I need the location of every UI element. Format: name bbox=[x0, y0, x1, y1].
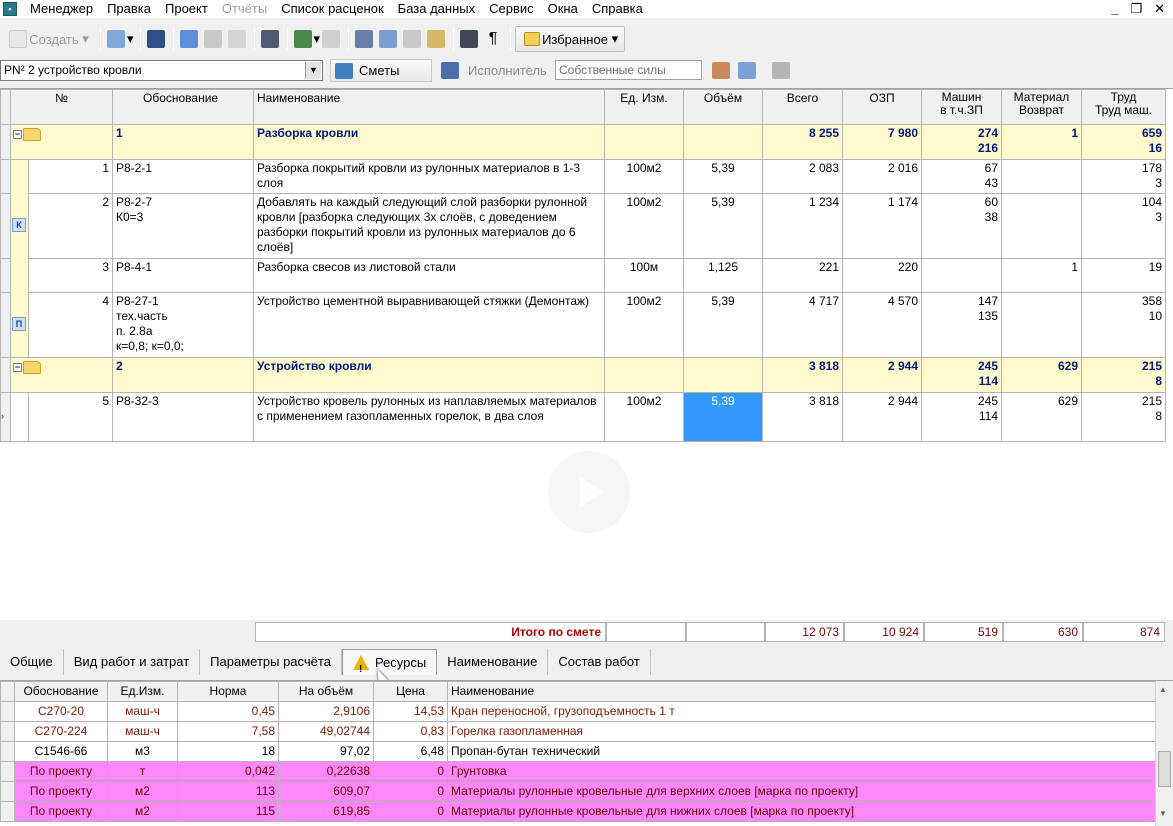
collapse-icon[interactable]: − bbox=[14, 129, 21, 139]
row-basis-line2: тех.часть bbox=[116, 309, 168, 323]
row-basis: Р8-2-1 bbox=[113, 160, 254, 194]
res-basis: С270-20 bbox=[15, 702, 108, 722]
group-machines bbox=[922, 125, 1002, 160]
row-machines bbox=[922, 293, 1002, 358]
res-price: 6,48 bbox=[374, 742, 448, 762]
row-total: 3 818 bbox=[763, 393, 843, 442]
row-gutter bbox=[1, 259, 11, 293]
row-basis-coef: К0=3 bbox=[116, 210, 144, 224]
main-toolbar bbox=[0, 22, 1173, 56]
row-labor bbox=[1082, 393, 1166, 442]
user-icon[interactable] bbox=[712, 62, 730, 79]
scroll-thumb[interactable] bbox=[1158, 751, 1171, 787]
res-norm: 0,042 bbox=[178, 762, 279, 782]
res-volume: 49,02744 bbox=[279, 722, 374, 742]
resource-row[interactable] bbox=[1, 702, 1156, 722]
row-material bbox=[1002, 160, 1082, 194]
group-unit bbox=[605, 358, 684, 393]
totals-labor: 874 bbox=[1083, 622, 1165, 642]
row-machines bbox=[922, 194, 1002, 259]
res-col-unit[interactable]: Ед.Изм. bbox=[108, 682, 178, 702]
row-basis-code: Р8-27-1 bbox=[116, 294, 159, 308]
paste-button[interactable] bbox=[425, 26, 447, 52]
res-volume: 97,02 bbox=[279, 742, 374, 762]
smety-button[interactable] bbox=[330, 59, 432, 82]
row-gutter bbox=[1, 160, 11, 194]
totals-machines: 519 bbox=[924, 622, 1003, 642]
current-row-pointer-icon: › bbox=[1, 411, 4, 421]
res-name: Материалы рулонные кровельные для нижних слоев [марка по проекту] bbox=[448, 802, 1156, 822]
row-basis-code: Р8-2-7 bbox=[116, 195, 153, 209]
minimize-icon[interactable]: _ bbox=[1111, 1, 1119, 16]
group-labor-m: 8 bbox=[1155, 374, 1162, 388]
res-col-name[interactable]: Наименование bbox=[448, 682, 1156, 702]
estimate-toolbar bbox=[0, 58, 1173, 84]
row-machines-zp: 114 bbox=[978, 409, 998, 423]
res-volume: 609,07 bbox=[279, 782, 374, 802]
row-name: Разборка покрытий кровли из рулонных материалов в 1-3 слоя bbox=[254, 160, 605, 194]
totals-label-cell bbox=[255, 622, 606, 642]
row-unit: 100м2 bbox=[605, 393, 684, 442]
row-basis: Р8-32-3 bbox=[113, 393, 254, 442]
res-norm: 18 bbox=[178, 742, 279, 762]
row-unit: 100м2 bbox=[605, 194, 684, 259]
details-tabs bbox=[0, 648, 1173, 676]
group-labor-value: 659 bbox=[1141, 126, 1162, 140]
group-unit bbox=[605, 125, 684, 160]
row-ozp: 220 bbox=[843, 259, 922, 293]
row-num: 1 bbox=[29, 160, 113, 194]
tech-part-icon: П bbox=[12, 317, 26, 331]
edit-icon bbox=[204, 30, 222, 48]
paste-special-button[interactable] bbox=[401, 26, 423, 52]
tree-indent bbox=[11, 393, 29, 442]
row-labor-m: 3 bbox=[1155, 176, 1162, 190]
totals-bar bbox=[0, 622, 1173, 644]
col-material-l1: Материал bbox=[1013, 90, 1070, 104]
res-unit: м2 bbox=[108, 802, 178, 822]
calculator-icon[interactable] bbox=[772, 62, 790, 79]
res-norm: 113 bbox=[178, 782, 279, 802]
col-ozp[interactable]: ОЗП bbox=[843, 90, 922, 125]
group-num: 2 bbox=[113, 358, 254, 393]
col-basis[interactable]: Обоснование bbox=[113, 90, 254, 125]
estimate-toolbar-icons bbox=[712, 62, 790, 79]
tab-name[interactable]: Наименование bbox=[437, 649, 548, 675]
row-gutter bbox=[1, 393, 11, 442]
row-num: 2 bbox=[29, 194, 113, 259]
row-labor-m: 10 bbox=[1148, 309, 1162, 323]
row-basis bbox=[113, 293, 254, 358]
group-volume bbox=[684, 358, 763, 393]
collapse-icon[interactable]: − bbox=[14, 362, 21, 372]
row-num: 3 bbox=[29, 259, 113, 293]
pilcrow-button[interactable]: ¶ bbox=[488, 30, 498, 47]
chevron-down-icon[interactable]: ▼ bbox=[305, 62, 321, 79]
row-name: Устройство кровель рулонных из наплавляемых материалов с применением газопламенных горелок, в два слоя bbox=[254, 393, 605, 442]
menu-price-list[interactable]: Список расценок bbox=[281, 1, 384, 16]
video-play-overlay[interactable] bbox=[548, 451, 630, 533]
res-volume: 0,22638 bbox=[279, 762, 374, 782]
group-volume bbox=[684, 125, 763, 160]
totals-ozp: 10 924 bbox=[844, 622, 924, 642]
col-labor[interactable] bbox=[1082, 90, 1166, 125]
group-ozp: 7 980 bbox=[843, 125, 922, 160]
row-machines-value: 147 bbox=[977, 294, 998, 308]
resources-table bbox=[0, 681, 1156, 822]
tab-general[interactable]: Общие bbox=[0, 649, 64, 675]
totals-unit-cell bbox=[606, 622, 686, 642]
open-button[interactable]: ▾ bbox=[105, 26, 134, 52]
menu-database[interactable]: База данных bbox=[397, 1, 476, 16]
row-machines-value: 245 bbox=[977, 394, 998, 408]
menu-project[interactable]: Проект bbox=[165, 1, 208, 16]
group-toggle[interactable] bbox=[11, 358, 113, 393]
table-row[interactable] bbox=[1, 194, 1166, 259]
print-button[interactable] bbox=[259, 26, 281, 52]
row-volume[interactable]: 5,39 bbox=[684, 293, 763, 358]
res-norm: 0,45 bbox=[178, 702, 279, 722]
row-volume-selected[interactable]: 5,39 bbox=[684, 393, 763, 442]
copy-icon bbox=[379, 30, 397, 48]
res-basis: С270-224 bbox=[15, 722, 108, 742]
totals-label: Итого по смете bbox=[511, 625, 601, 639]
res-name: Горелка газопламенная bbox=[448, 722, 1156, 742]
row-material: 1 bbox=[1002, 259, 1082, 293]
window-controls bbox=[1111, 1, 1173, 17]
star-folder-icon bbox=[524, 32, 540, 46]
row-gutter bbox=[1, 194, 11, 259]
res-col-price[interactable]: Цена bbox=[374, 682, 448, 702]
row-gutter bbox=[1, 293, 11, 358]
open-icon bbox=[107, 30, 125, 48]
row-ozp: 2 016 bbox=[843, 160, 922, 194]
row-material: 629 bbox=[1002, 393, 1082, 442]
row-gutter bbox=[1, 125, 11, 160]
favorites-button[interactable]: Избранное ▾ bbox=[515, 26, 625, 52]
row-num: 5 bbox=[29, 393, 113, 442]
edit-document-icon[interactable] bbox=[738, 62, 756, 79]
import-icon bbox=[322, 30, 340, 48]
row-machines-value: 67 bbox=[984, 161, 998, 175]
col-material[interactable] bbox=[1002, 90, 1082, 125]
row-labor-value: 178 bbox=[1141, 161, 1162, 175]
res-col-volume[interactable]: На объём bbox=[279, 682, 374, 702]
row-labor-value: 358 bbox=[1141, 294, 1162, 308]
row-machines bbox=[922, 259, 1002, 293]
resources-scrollbar[interactable] bbox=[1155, 681, 1173, 826]
save-icon bbox=[147, 30, 165, 48]
estimates-icon bbox=[335, 63, 353, 79]
row-volume[interactable]: 5,39 bbox=[684, 194, 763, 259]
row-total: 1 234 bbox=[763, 194, 843, 259]
row-basis-line4: к=0,8; к=0,0; bbox=[116, 339, 184, 353]
col-machines-l1: Машин bbox=[941, 90, 982, 104]
table-row[interactable] bbox=[1, 293, 1166, 358]
row-volume[interactable]: 1,125 bbox=[684, 259, 763, 293]
row-material bbox=[1002, 293, 1082, 358]
scroll-down-icon[interactable]: ▼ bbox=[1159, 809, 1167, 818]
tab-work-type[interactable]: Вид работ и затрат bbox=[64, 649, 200, 675]
paste-special-icon bbox=[403, 30, 421, 48]
totals-total: 12 073 bbox=[765, 622, 844, 642]
menu-bar bbox=[0, 0, 1173, 18]
favorites-label: Избранное bbox=[542, 31, 608, 47]
executor-input[interactable]: Собственные силы bbox=[555, 60, 702, 80]
res-gutter-header bbox=[1, 682, 15, 702]
row-labor bbox=[1082, 293, 1166, 358]
close-icon[interactable]: ✕ bbox=[1154, 1, 1165, 16]
res-name: Кран переносной, грузоподъемность 1 т bbox=[448, 702, 1156, 722]
row-name: Добавлять на каждый следующий слой разборки рулонной кровли [разборка следующих 3х слоёв, с доведением разборки покрытий кровли из рулонных материалов до 6 слоёв] bbox=[254, 194, 605, 259]
executor-icon[interactable] bbox=[441, 62, 459, 79]
res-row-gutter bbox=[1, 782, 15, 802]
col-machines[interactable] bbox=[922, 90, 1002, 125]
col-total[interactable]: Всего bbox=[763, 90, 843, 125]
menu-reports[interactable]: Отчёты bbox=[221, 1, 268, 16]
printer-icon bbox=[261, 30, 279, 48]
edit-button[interactable] bbox=[202, 26, 224, 52]
row-basis: Р8-4-1 bbox=[113, 259, 254, 293]
row-labor bbox=[1082, 160, 1166, 194]
folder-icon bbox=[23, 361, 41, 374]
res-price: 0 bbox=[374, 782, 448, 802]
doc-button[interactable] bbox=[226, 26, 248, 52]
row-ozp: 1 174 bbox=[843, 194, 922, 259]
row-labor-m: 3 bbox=[1155, 210, 1162, 224]
res-unit: м3 bbox=[108, 742, 178, 762]
group-total: 3 818 bbox=[763, 358, 843, 393]
res-name: Грунтовка bbox=[448, 762, 1156, 782]
estimate-select[interactable] bbox=[0, 60, 323, 81]
col-volume[interactable]: Объём bbox=[684, 90, 763, 125]
group-labor-m: 16 bbox=[1148, 141, 1162, 155]
row-material bbox=[1002, 194, 1082, 259]
new-document-icon bbox=[9, 30, 27, 48]
res-unit: м2 bbox=[108, 782, 178, 802]
row-num: 4 bbox=[29, 293, 113, 358]
col-labor-l1: Труд bbox=[1110, 90, 1137, 104]
group-material: 1 bbox=[1002, 125, 1082, 160]
row-total: 2 083 bbox=[763, 160, 843, 194]
find-button[interactable] bbox=[458, 26, 480, 52]
row-machines-zp: 135 bbox=[977, 309, 998, 323]
menu-service[interactable]: Сервис bbox=[489, 1, 534, 16]
paste-icon bbox=[427, 30, 445, 48]
res-price: 0 bbox=[374, 802, 448, 822]
res-row-gutter bbox=[1, 742, 15, 762]
tree-indent bbox=[11, 293, 29, 358]
save-button[interactable] bbox=[145, 26, 167, 52]
grid-header-row bbox=[1, 90, 1166, 125]
res-price: 14,53 bbox=[374, 702, 448, 722]
res-unit: маш-ч bbox=[108, 722, 178, 742]
tab-resources[interactable] bbox=[342, 649, 437, 675]
group-machines-zp: 216 bbox=[977, 141, 998, 155]
group-row[interactable] bbox=[1, 125, 1166, 160]
group-row[interactable] bbox=[1, 358, 1166, 393]
app-logo-icon: ▪ bbox=[3, 2, 17, 16]
group-machines-value: 274 bbox=[977, 126, 998, 140]
estimate-grid bbox=[0, 88, 1173, 620]
row-machines-zp: 38 bbox=[984, 210, 998, 224]
document-icon bbox=[228, 30, 246, 48]
group-name: Устройство кровли bbox=[254, 358, 605, 393]
row-unit: 100м2 bbox=[605, 293, 684, 358]
table-row[interactable] bbox=[1, 259, 1166, 293]
folder-icon bbox=[23, 128, 41, 141]
row-ozp: 4 570 bbox=[843, 293, 922, 358]
group-labor-value: 215 bbox=[1141, 359, 1162, 373]
tab-calc-params[interactable]: Параметры расчёта bbox=[200, 649, 342, 675]
menu-manager[interactable]: Менеджер bbox=[30, 1, 94, 16]
scissors-icon bbox=[355, 30, 373, 48]
export-button[interactable]: ▾ bbox=[292, 26, 343, 52]
res-col-basis[interactable]: Обоснование bbox=[15, 682, 108, 702]
res-basis: По проекту bbox=[15, 762, 108, 782]
res-row-gutter bbox=[1, 702, 15, 722]
create-label: Создать bbox=[29, 31, 79, 47]
group-material: 629 bbox=[1002, 358, 1082, 393]
restore-icon[interactable]: ❐ bbox=[1130, 1, 1143, 16]
row-machines-value: 60 bbox=[984, 195, 998, 209]
row-name: Разборка свесов из листовой стали bbox=[254, 259, 605, 293]
row-total: 4 717 bbox=[763, 293, 843, 358]
res-basis: По проекту bbox=[15, 802, 108, 822]
row-unit: 100м2 bbox=[605, 160, 684, 194]
row-machines-zp: 43 bbox=[984, 176, 998, 190]
row-name: Устройство цементной выравнивающей стяжки (Демонтаж) bbox=[254, 293, 605, 358]
menu-help[interactable]: Справка bbox=[591, 1, 643, 16]
row-machines bbox=[922, 160, 1002, 194]
col-labor-l2: Труд маш. bbox=[1094, 103, 1153, 117]
tab-resources-label: Ресурсы bbox=[374, 654, 427, 670]
col-num[interactable]: № bbox=[11, 90, 113, 125]
col-unit[interactable]: Ед. Изм. bbox=[605, 90, 684, 125]
res-row-gutter bbox=[1, 802, 15, 822]
cut-button[interactable] bbox=[353, 26, 375, 52]
res-volume: 2,9106 bbox=[279, 702, 374, 722]
group-toggle[interactable] bbox=[11, 125, 113, 160]
row-labor-m: 8 bbox=[1155, 409, 1162, 423]
menu-windows[interactable]: Окна bbox=[547, 1, 578, 16]
row-labor bbox=[1082, 194, 1166, 259]
estimate-select-value: РN² 2 устройство кровли bbox=[4, 63, 142, 77]
res-basis: С1546-66 bbox=[15, 742, 108, 762]
export-icon bbox=[294, 30, 312, 48]
binoculars-icon bbox=[460, 30, 478, 48]
row-basis bbox=[113, 194, 254, 259]
create-button[interactable]: Создать ▾ bbox=[2, 26, 94, 52]
res-volume: 619,85 bbox=[279, 802, 374, 822]
tree-indent bbox=[11, 259, 29, 293]
res-unit: т bbox=[108, 762, 178, 782]
resources-grid bbox=[0, 680, 1173, 826]
menu-edit[interactable]: Правка bbox=[107, 1, 151, 16]
row-gutter bbox=[1, 358, 11, 393]
resources-header-row bbox=[1, 682, 1156, 702]
group-name: Разборка кровли bbox=[254, 125, 605, 160]
res-name: Пропан-бутан технический bbox=[448, 742, 1156, 762]
row-unit: 100м bbox=[605, 259, 684, 293]
row-basis-line3: п. 2.8а bbox=[116, 324, 153, 338]
resource-row[interactable] bbox=[1, 802, 1156, 822]
res-name: Материалы рулонные кровельные для верхних слоев [марка по проекту] bbox=[448, 782, 1156, 802]
resource-row[interactable] bbox=[1, 742, 1156, 762]
res-price: 0,83 bbox=[374, 722, 448, 742]
res-row-gutter bbox=[1, 762, 15, 782]
res-col-norm[interactable]: Норма bbox=[178, 682, 279, 702]
row-total: 221 bbox=[763, 259, 843, 293]
estimate-table bbox=[0, 89, 1166, 442]
col-name[interactable]: Наименование bbox=[254, 90, 605, 125]
warning-icon bbox=[353, 655, 369, 670]
col-material-l2: Возврат bbox=[1019, 103, 1064, 117]
chart-icon bbox=[180, 30, 198, 48]
res-price: 0 bbox=[374, 762, 448, 782]
group-labor bbox=[1082, 358, 1166, 393]
group-machines-value: 245 bbox=[977, 359, 998, 373]
tab-work-composition[interactable]: Состав работ bbox=[548, 649, 650, 675]
scroll-up-icon[interactable]: ▲ bbox=[1159, 685, 1167, 694]
resource-row[interactable] bbox=[1, 722, 1156, 742]
group-machines bbox=[922, 358, 1002, 393]
copy-button[interactable] bbox=[377, 26, 399, 52]
group-num: 1 bbox=[113, 125, 254, 160]
tree-indent bbox=[11, 194, 29, 259]
col-machines-l2: в т.ч.ЗП bbox=[940, 103, 983, 117]
group-machines-zp: 114 bbox=[978, 374, 998, 388]
tree-indent bbox=[11, 160, 29, 194]
totals-volume-cell bbox=[686, 622, 765, 642]
res-norm: 7,58 bbox=[178, 722, 279, 742]
totals-material: 630 bbox=[1003, 622, 1083, 642]
resource-row[interactable] bbox=[1, 762, 1156, 782]
res-norm: 115 bbox=[178, 802, 279, 822]
table-row-current[interactable] bbox=[1, 393, 1166, 442]
coefficient-icon: К bbox=[12, 218, 26, 232]
group-ozp: 2 944 bbox=[843, 358, 922, 393]
chart-button[interactable] bbox=[178, 26, 200, 52]
res-row-gutter bbox=[1, 722, 15, 742]
res-unit: маш-ч bbox=[108, 702, 178, 722]
row-labor-value: 215 bbox=[1141, 394, 1162, 408]
resource-row[interactable] bbox=[1, 782, 1156, 802]
executor-label: Исполнитель bbox=[468, 63, 547, 78]
row-machines bbox=[922, 393, 1002, 442]
row-ozp: 2 944 bbox=[843, 393, 922, 442]
row-labor: 19 bbox=[1082, 259, 1166, 293]
group-labor bbox=[1082, 125, 1166, 160]
gutter-header bbox=[1, 90, 11, 125]
res-basis: По проекту bbox=[15, 782, 108, 802]
row-volume[interactable]: 5,39 bbox=[684, 160, 763, 194]
smety-label: Сметы bbox=[359, 63, 400, 78]
group-total: 8 255 bbox=[763, 125, 843, 160]
table-row[interactable] bbox=[1, 160, 1166, 194]
row-labor-value: 104 bbox=[1141, 195, 1162, 209]
